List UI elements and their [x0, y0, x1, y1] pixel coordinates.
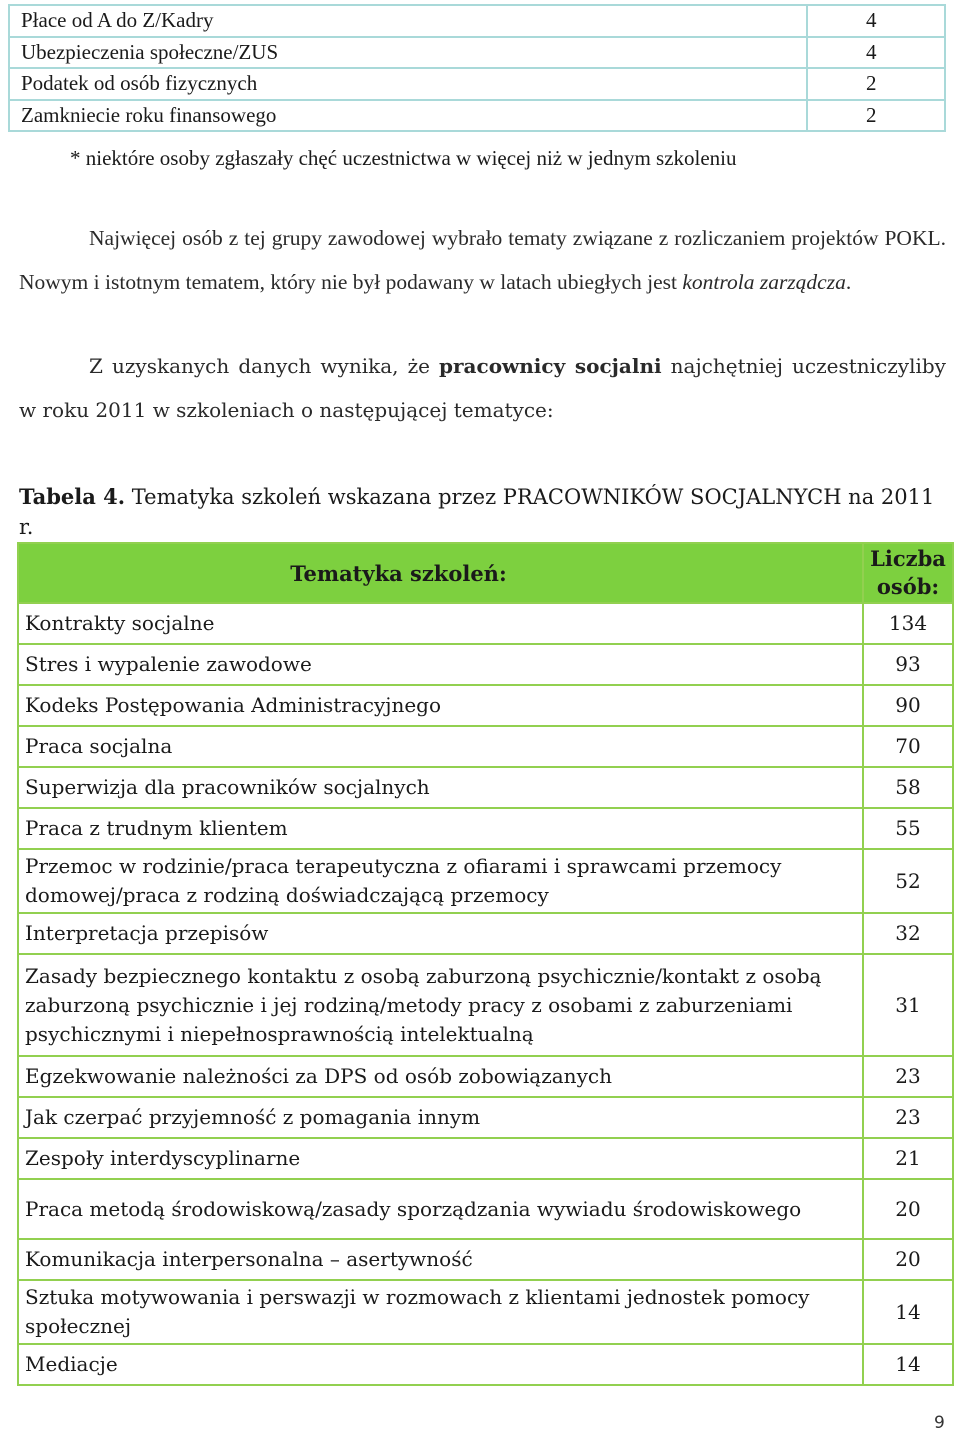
count-cell: 55 [863, 808, 953, 849]
topic-cell: Praca socjalna [18, 726, 863, 767]
topic-cell: Przemoc w rodzinie/praca terapeutyczna z ofiarami i sprawcami przemocy domowej/praca z rodziną doświadczającą przemocy [18, 849, 863, 913]
page-number: 9 [934, 1413, 945, 1433]
top-table-value: 2 [807, 68, 945, 100]
count-cell: 31 [863, 954, 953, 1056]
table-row [18, 1344, 953, 1385]
paragraph-2-bold: pracownicy socjalni [439, 354, 662, 378]
table-row [18, 726, 953, 767]
table-row [18, 603, 953, 644]
table-row [18, 767, 953, 808]
topic-cell: Stres i wypalenie zawodowe [18, 644, 863, 685]
top-table-value: 2 [807, 100, 945, 132]
count-cell: 90 [863, 685, 953, 726]
table-row [18, 1179, 953, 1239]
top-table-value: 4 [807, 37, 945, 69]
topic-cell: Jak czerpać przyjemność z pomagania innym [18, 1097, 863, 1138]
table-header-row [18, 543, 953, 603]
topic-cell: Komunikacja interpersonalna – asertywność [18, 1239, 863, 1280]
table-row [18, 1239, 953, 1280]
top-table-row [9, 100, 945, 132]
paragraph-1-end: . [845, 270, 852, 294]
topic-cell: Praca z trudnym klientem [18, 808, 863, 849]
count-cell: 23 [863, 1056, 953, 1097]
table-row [18, 808, 953, 849]
table-row [18, 1280, 953, 1344]
table-row [18, 1138, 953, 1179]
paragraph-2-start: Z uzyskanych danych wynika, że [89, 354, 430, 378]
count-cell: 14 [863, 1280, 953, 1344]
top-table-row [9, 68, 945, 100]
top-table-label: Ubezpieczenia społeczne/ZUS [9, 37, 807, 69]
count-cell: 32 [863, 913, 953, 954]
topic-cell: Kodeks Postępowania Administracyjnego [18, 685, 863, 726]
table-row [18, 1097, 953, 1138]
table-caption [19, 482, 949, 542]
topic-cell: Interpretacja przepisów [18, 913, 863, 954]
topic-cell: Kontrakty socjalne [18, 603, 863, 644]
count-cell: 93 [863, 644, 953, 685]
table-row [18, 644, 953, 685]
caption-text: Tematyka szkoleń wskazana przez PRACOWNIKÓW SOCJALNYCH na 2011 r. [19, 485, 935, 539]
count-cell: 23 [863, 1097, 953, 1138]
count-cell: 134 [863, 603, 953, 644]
count-cell: 70 [863, 726, 953, 767]
table-row [18, 1056, 953, 1097]
paragraph-1-text: Najwięcej osób z tej grupy zawodowej wybrało tematy związane z rozliczaniem projektów POKL. Nowym i istotnym tematem, który nie był podawany w latach ubiegłych jest [19, 226, 946, 294]
header-topic: Tematyka szkoleń: [18, 543, 863, 603]
header-count: Liczba osób: [863, 543, 953, 603]
caption-label: Tabela 4. [19, 484, 126, 509]
topic-cell: Superwizja dla pracowników socjalnych [18, 767, 863, 808]
top-table-row [9, 37, 945, 69]
top-table-value: 4 [807, 5, 945, 37]
top-table-label: Podatek od osób fizycznych [9, 68, 807, 100]
count-cell: 20 [863, 1179, 953, 1239]
training-topics-table [17, 542, 954, 1386]
table-row [18, 685, 953, 726]
topic-cell: Zasady bezpiecznego kontaktu z osobą zaburzoną psychicznie/kontakt z osobą zaburzoną psychicznie i jej rodziną/metody pracy z osobami z zaburzeniami psychicznymi i niepełnosprawnością intelektualną [18, 954, 863, 1056]
count-cell: 58 [863, 767, 953, 808]
top-table-label: Zamkniecie roku finansowego [9, 100, 807, 132]
paragraph-1-emphasis: kontrola zarządcza [682, 270, 846, 294]
topic-cell: Zespoły interdyscyplinarne [18, 1138, 863, 1179]
topic-cell: Mediacje [18, 1344, 863, 1385]
count-cell: 21 [863, 1138, 953, 1179]
table-row [18, 954, 953, 1056]
count-cell: 20 [863, 1239, 953, 1280]
topic-cell: Egzekwowanie należności za DPS od osób zobowiązanych [18, 1056, 863, 1097]
footnote: * niektóre osoby zgłaszały chęć uczestnictwa w więcej niż w jednym szkoleniu [70, 146, 737, 170]
topic-cell: Sztuka motywowania i perswazji w rozmowach z klientami jednostek pomocy społecznej [18, 1280, 863, 1344]
top-table-row [9, 5, 945, 37]
table-row [18, 913, 953, 954]
paragraph-2-end: najchętniej uczestniczyliby w roku 2011 w szkoleniach o następującej tematyce: [19, 354, 946, 422]
topic-cell: Praca metodą środowiskową/zasady sporządzania wywiadu środowiskowego [18, 1179, 863, 1239]
paragraph-1 [19, 216, 946, 304]
count-cell: 14 [863, 1344, 953, 1385]
top-table-label: Płace od A do Z/Kadry [9, 5, 807, 37]
count-cell: 52 [863, 849, 953, 913]
table-row [18, 849, 953, 913]
paragraph-2 [19, 344, 946, 432]
top-table [8, 4, 946, 132]
